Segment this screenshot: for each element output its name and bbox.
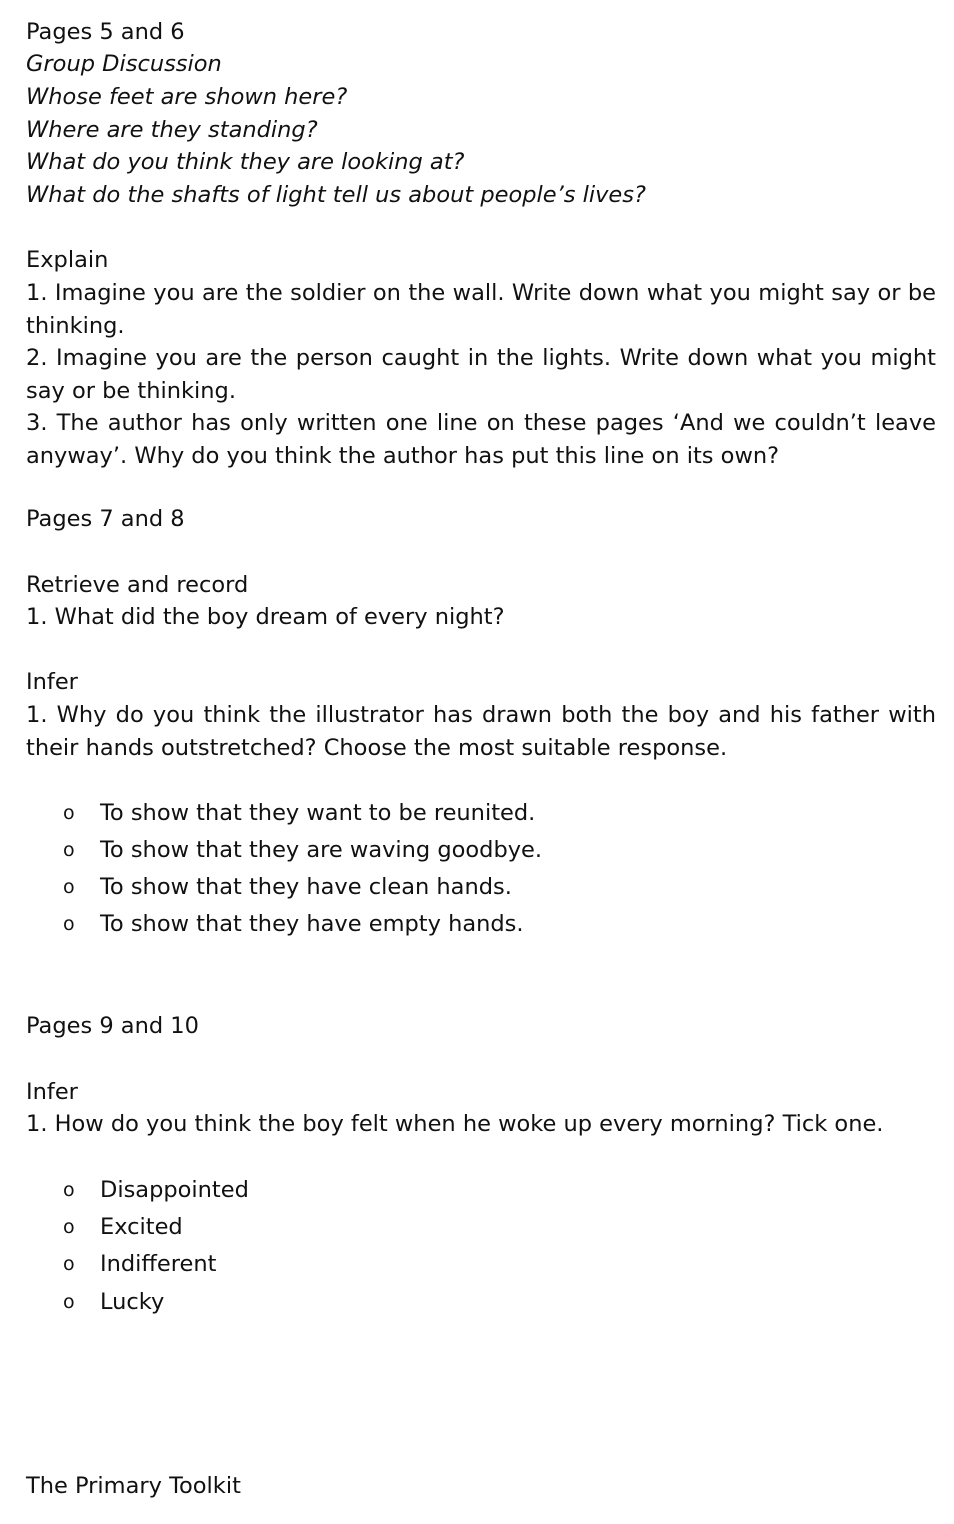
option-text: Indifferent [100,1251,217,1277]
discussion-question: Where are they standing? [26,117,318,143]
option-text: Lucky [100,1289,165,1315]
bullet: o [63,1253,75,1275]
discussion-question: What do the shafts of light tell us about people’s lives? [26,182,646,208]
option-text: Excited [100,1214,183,1240]
bullet: o [63,839,75,861]
infer-question: 1. Why do you think the illustrator has drawn both the boy and his father with their hands outstretched? Choose the most suitable response. [26,702,936,761]
bullet: o [63,913,75,935]
infer-title: Infer [26,1079,78,1105]
option-text: To show that they have empty hands. [100,911,524,937]
group-discussion-title: Group Discussion [26,51,222,77]
bullet: o [63,876,75,898]
bullet: o [63,1216,75,1238]
bullet: o [63,1179,75,1201]
explain-item: 3. The author has only written one line on these pages ‘And we couldn’t leave anyway’. Why do you think the author has put this line on its own? [26,410,936,469]
bullet: o [63,1291,75,1313]
option-text: To show that they want to be reunited. [100,800,536,826]
section-heading-pages-7-8: Pages 7 and 8 [26,506,185,532]
option-text: To show that they are waving goodbye. [100,837,543,863]
explain-item: 2. Imagine you are the person caught in the lights. Write down what you might say or be thinking. [26,345,936,404]
retrieve-question: 1. What did the boy dream of every night? [26,604,505,630]
infer-question: 1. How do you think the boy felt when he woke up every morning? Tick one. [26,1111,884,1137]
section-heading-pages-5-6: Pages 5 and 6 [26,19,185,45]
section-heading-pages-9-10: Pages 9 and 10 [26,1013,199,1039]
discussion-question: Whose feet are shown here? [26,84,348,110]
bullet: o [63,802,75,824]
retrieve-title: Retrieve and record [26,572,249,598]
discussion-question: What do you think they are looking at? [26,149,465,175]
option-text: To show that they have clean hands. [100,874,512,900]
footer-brand: The Primary Toolkit [26,1473,241,1499]
explain-item: 1. Imagine you are the soldier on the wall. Write down what you might say or be thinking. [26,280,936,339]
explain-title: Explain [26,247,109,273]
option-text: Disappointed [100,1177,249,1203]
infer-title: Infer [26,669,78,695]
